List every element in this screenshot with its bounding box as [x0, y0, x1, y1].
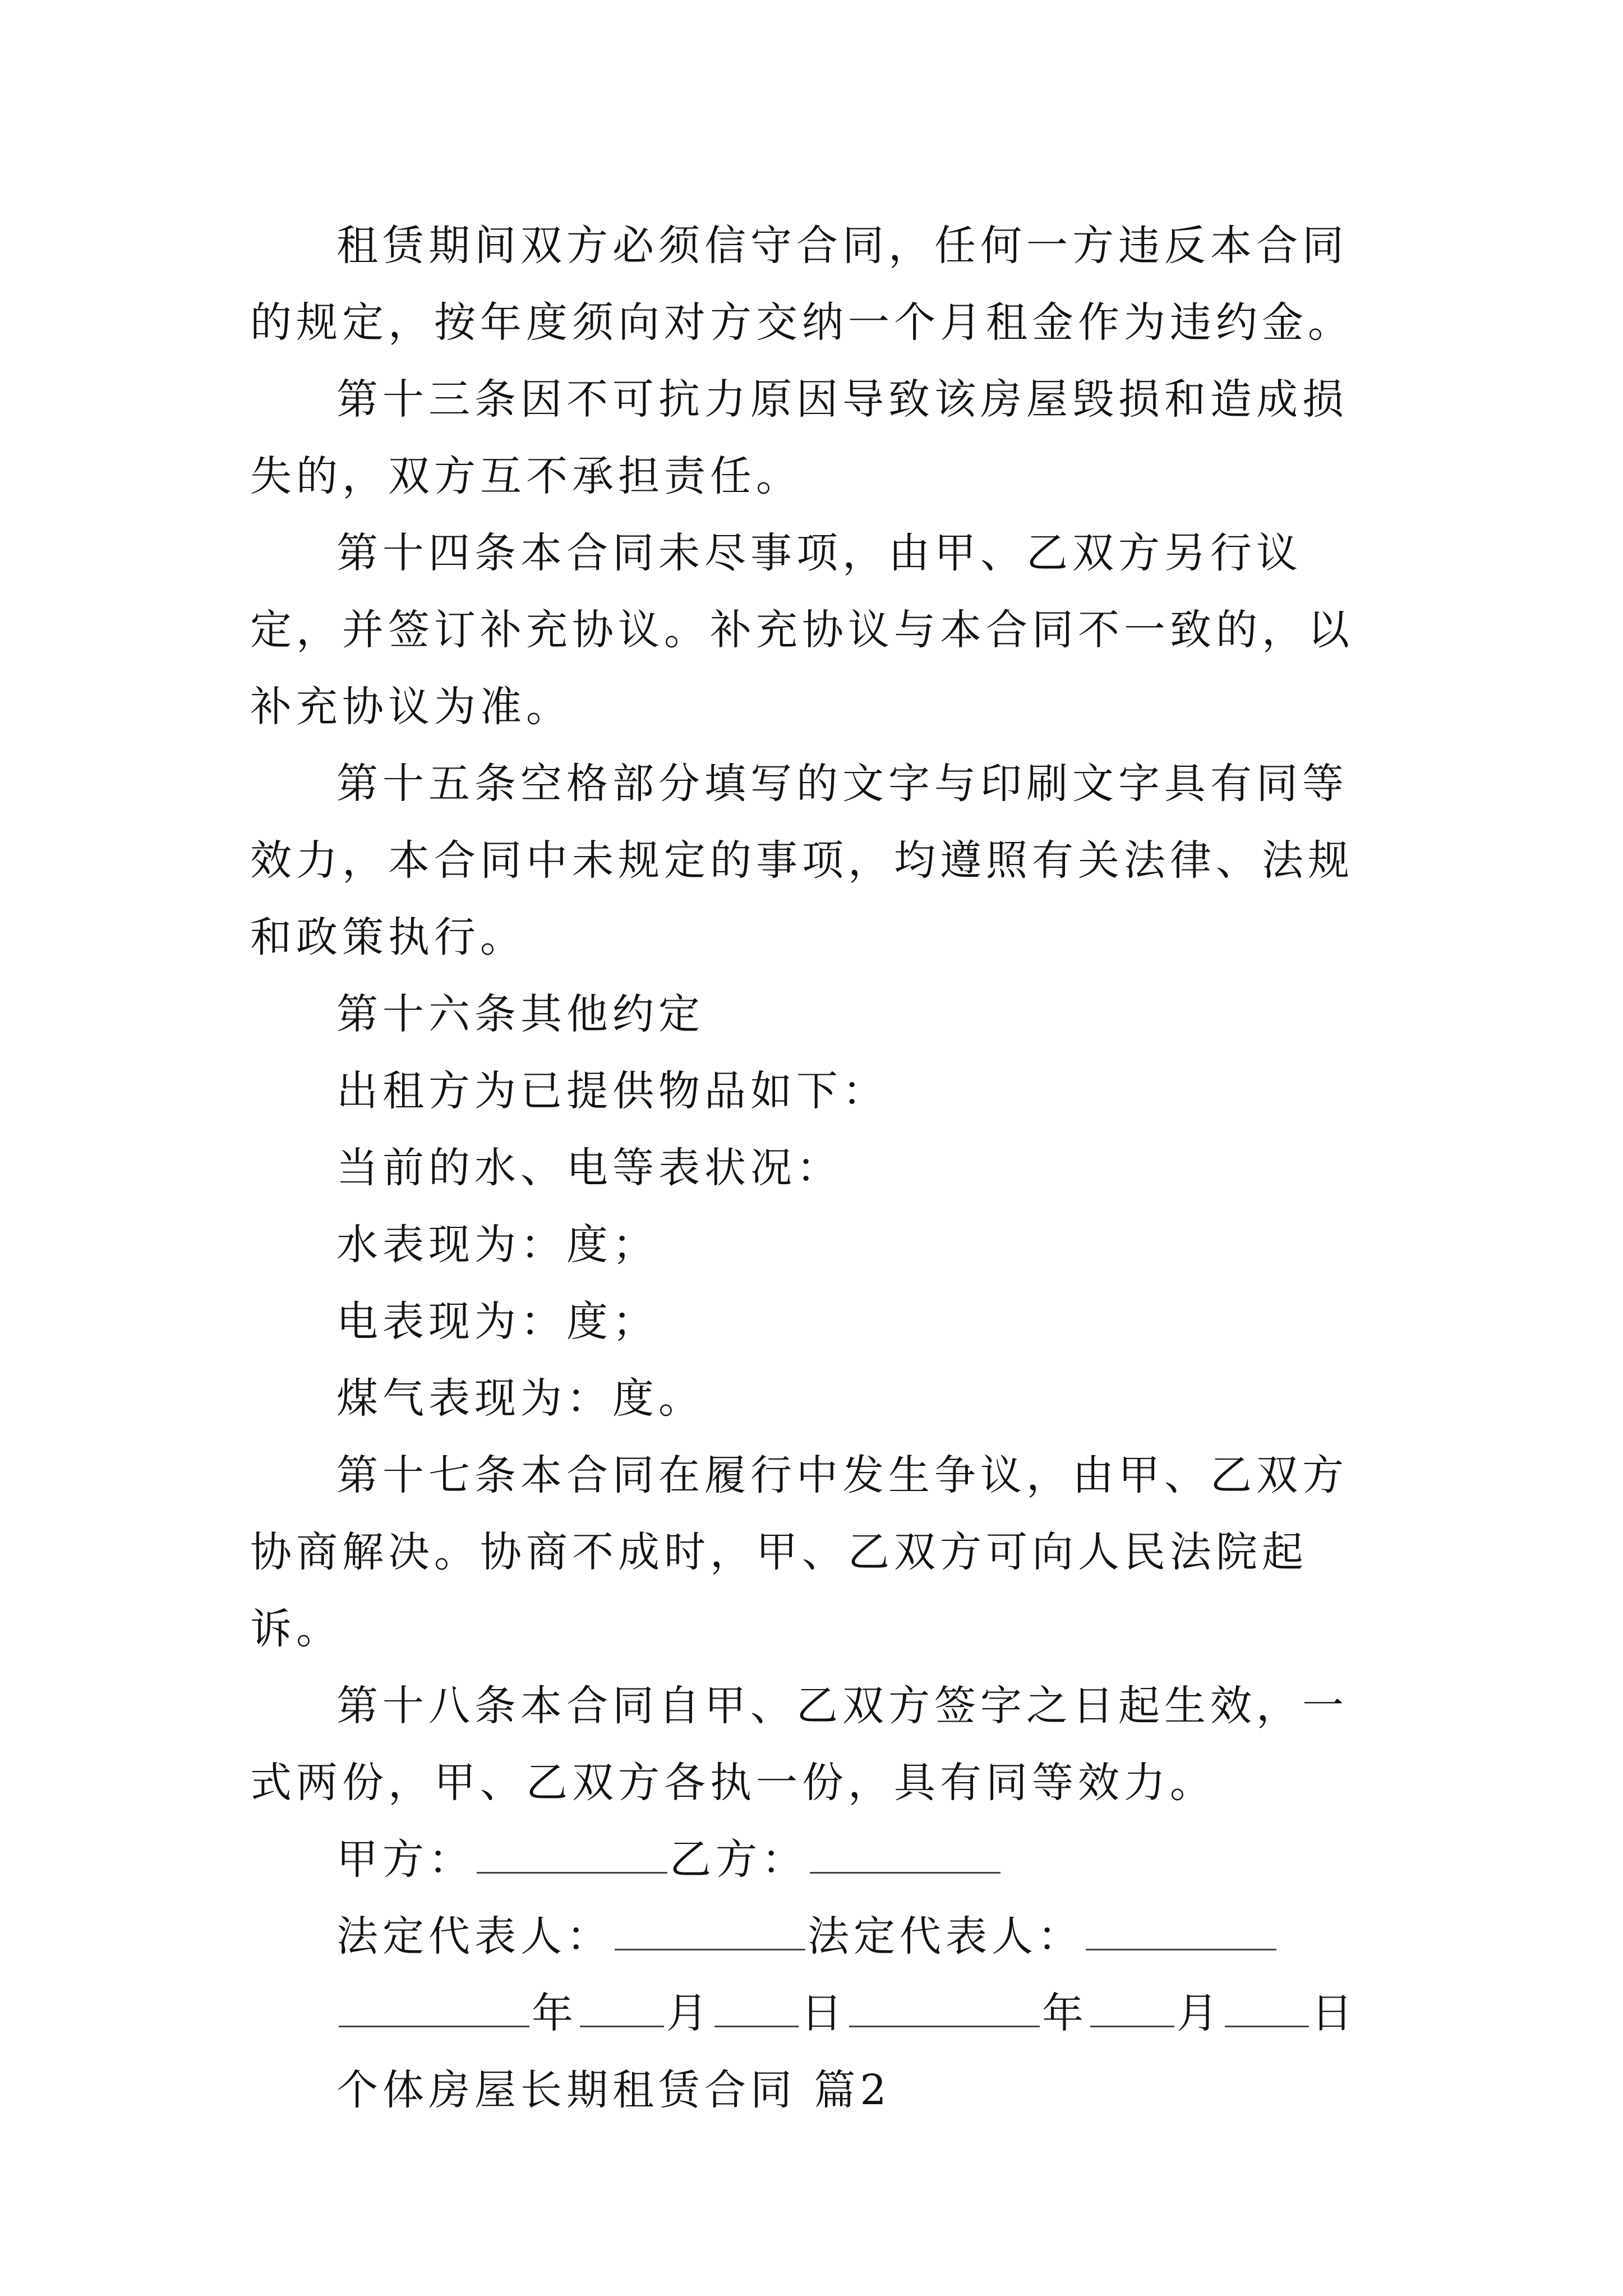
date-a-day-label: 日: [801, 1989, 847, 2037]
paragraph-article-18: 第十八条本合同自甲、乙双方签字之日起生效，一式两份，甲、乙双方各执一份，具有同等效力。: [250, 1682, 1348, 1807]
paragraph-breach: 租赁期间双方必须信守合同，任何一方违反本合同的规定，按年度须向对方交纳一个月租金作为违约金。: [250, 222, 1354, 347]
paragraph-article-14: 第十四条本合同未尽事项，由甲、乙双方另行议定，并签订补充协议。补充协议与本合同不一致的，以补充协议为准。: [250, 529, 1354, 731]
party-a-label: 甲方：: [336, 1835, 474, 1884]
date-b-month-blank: [1090, 1992, 1174, 2027]
signature-parties-line: [250, 1821, 1372, 1898]
date-a-year-blank: [339, 1992, 529, 2027]
date-b-year-label: 年: [1042, 1989, 1088, 2037]
line-article-16: 第十六条其他约定: [336, 990, 704, 1038]
date-a-day-blank: [714, 1992, 799, 2027]
party-b-label: 乙方：: [670, 1835, 808, 1884]
line-meter-status: 当前的水、电等表状况：: [336, 1144, 842, 1192]
date-a-month-blank: [580, 1992, 664, 2027]
date-b-day-blank: [1225, 1992, 1309, 2027]
line-items-provided: 出租方为已提供物品如下：: [336, 1067, 888, 1115]
paragraph-article-15: 第十五条空格部分填写的文字与印刷文字具有同等效力，本合同中未规定的事项，均遵照有关法律、法规和政策执行。: [250, 760, 1354, 961]
line-gas-meter: 煤气表现为：度。: [336, 1374, 704, 1423]
party-a-blank: [477, 1838, 667, 1874]
document-body: [250, 208, 1372, 2129]
signature-representatives-line: [250, 1898, 1372, 1975]
line-electric-meter: 电表现为：度；: [336, 1297, 658, 1346]
rep-a-blank: [615, 1915, 805, 1950]
date-a-year-label: 年: [532, 1989, 578, 2037]
rep-b-label: 法定代表人：: [808, 1912, 1083, 1961]
rep-a-label: 法定代表人：: [336, 1912, 612, 1961]
next-section-title: 个体房屋长期租赁合同 篇2: [336, 2066, 891, 2114]
paragraph-article-17: 第十七条本合同在履行中发生争议，由甲、乙双方协商解决。协商不成时，甲、乙双方可向人民法院起诉。: [250, 1451, 1348, 1653]
party-b-blank: [810, 1838, 1000, 1874]
signature-date-line: [250, 1975, 1372, 2052]
date-a-month-label: 月: [666, 1989, 712, 2037]
line-water-meter: 水表现为：度；: [336, 1221, 658, 1269]
date-b-year-blank: [849, 1992, 1040, 2027]
paragraph-article-13: 第十三条因不可抗力原因导致该房屋毁损和造成损失的，双方互不承担责任。: [250, 375, 1348, 500]
rep-b-blank: [1086, 1915, 1276, 1950]
date-b-month-label: 月: [1177, 1989, 1223, 2037]
date-b-day-label: 日: [1311, 1989, 1357, 2037]
